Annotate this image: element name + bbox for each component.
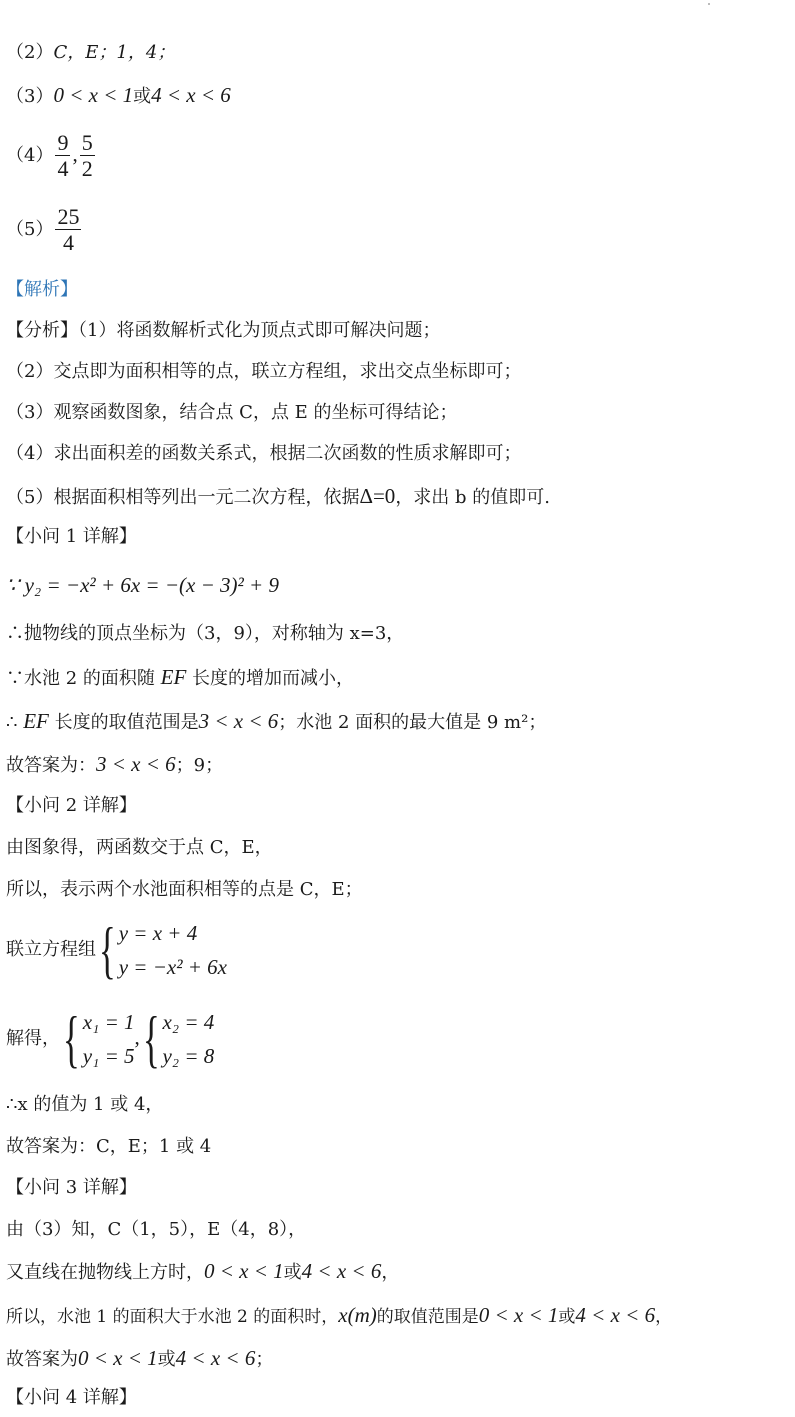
analysis-line-5: （5）根据面积相等列出一元二次方程，依据Δ=0，求出 b 的值即可. xyxy=(6,484,550,508)
q2-solution: 解得， { x₁ = 1 y₁ = 5 , { x₂ = 4 y₂ = 8 xyxy=(6,1003,215,1074)
q2-system: 联立方程组 { y = x + 4 y = −x² + 6x xyxy=(6,914,227,985)
analysis-line-2: （2）交点即为面积相等的点，联立方程组，求出交点坐标即可； xyxy=(6,361,522,382)
q3-title: 【小问 3 详解】 xyxy=(6,1177,137,1198)
answer-2: （2）C，E；1，4； xyxy=(6,42,176,63)
analysis-line-3: （3）观察函数图象，结合点 C，点 E 的坐标可得结论； xyxy=(6,402,458,423)
q1-area: ∵水池 2 的面积随 EF 长度的增加而减小， xyxy=(6,665,355,689)
q1-equation: ∵ y₂ = −x² + 6x = −(x − 3)² + 9 xyxy=(6,573,279,597)
q2-line-4: 故答案为：C，E；1 或 4 xyxy=(6,1136,212,1157)
fraction-5-2: $\frac{5}{2}$ xyxy=(81,129,93,181)
answer-3: （3）0 < x < 1或4 < x < 6 xyxy=(6,83,231,107)
jiexi-heading: 【解析】 xyxy=(6,279,78,300)
q2-line-2: 所以，表示两个水池面积相等的点是 C，E； xyxy=(6,879,363,900)
fraction-9-4: $\frac{9}{4}$ xyxy=(57,129,69,181)
solution-1: { x₁ = 1 y₁ = 5 xyxy=(62,1003,135,1074)
scan-dot xyxy=(708,3,710,5)
equation-system: { y = x + 4 y = −x² + 6x xyxy=(98,914,227,985)
analysis-line-4: （4）求出面积差的函数关系式，根据二次函数的性质求解即可； xyxy=(6,443,522,464)
answer-4: （4） $\frac{9}{4}$ , $\frac{5}{2}$ xyxy=(6,129,93,181)
q2-title: 【小问 2 详解】 xyxy=(6,795,137,816)
q2-line-1: 由图象得，两函数交于点 C，E， xyxy=(6,837,273,858)
q3-line-4: 故答案为0 < x < 1或4 < x < 6； xyxy=(6,1346,274,1370)
analysis-line-1: 【分析】（1）将函数解析式化为顶点式即可解决问题； xyxy=(6,320,441,341)
q4-title: 【小问 4 详解】 xyxy=(6,1387,137,1408)
q3-line-1: 由（3）知，C（1，5），E（4，8）， xyxy=(6,1219,307,1240)
answer-5: （5） $\frac{25}{4}$ xyxy=(6,203,80,255)
q2-line-3: ∴x 的值为 1 或 4， xyxy=(6,1094,164,1115)
q1-title: 【小问 1 详解】 xyxy=(6,526,137,547)
q1-vertex: ∴抛物线的顶点坐标为（3，9），对称轴为 x=3， xyxy=(6,623,405,644)
solution-2: { x₂ = 4 y₂ = 8 xyxy=(142,1003,215,1074)
q3-line-3: 所以，水池 1 的面积大于水池 2 的面积时，x(m)的取值范围是0 < x < 1或4 < x < 6， xyxy=(6,1303,673,1327)
fraction-25-4: $\frac{25}{4}$ xyxy=(57,203,80,255)
q3-line-2: 又直线在抛物线上方时，0 < x < 1或4 < x < 6， xyxy=(6,1259,400,1283)
q1-answer: 故答案为：3 < x < 6；9； xyxy=(6,752,224,776)
q1-range: ∴ EF 长度的取值范围是3 < x < 6；水池 2 面积的最大值是 9 m²； xyxy=(6,709,547,733)
